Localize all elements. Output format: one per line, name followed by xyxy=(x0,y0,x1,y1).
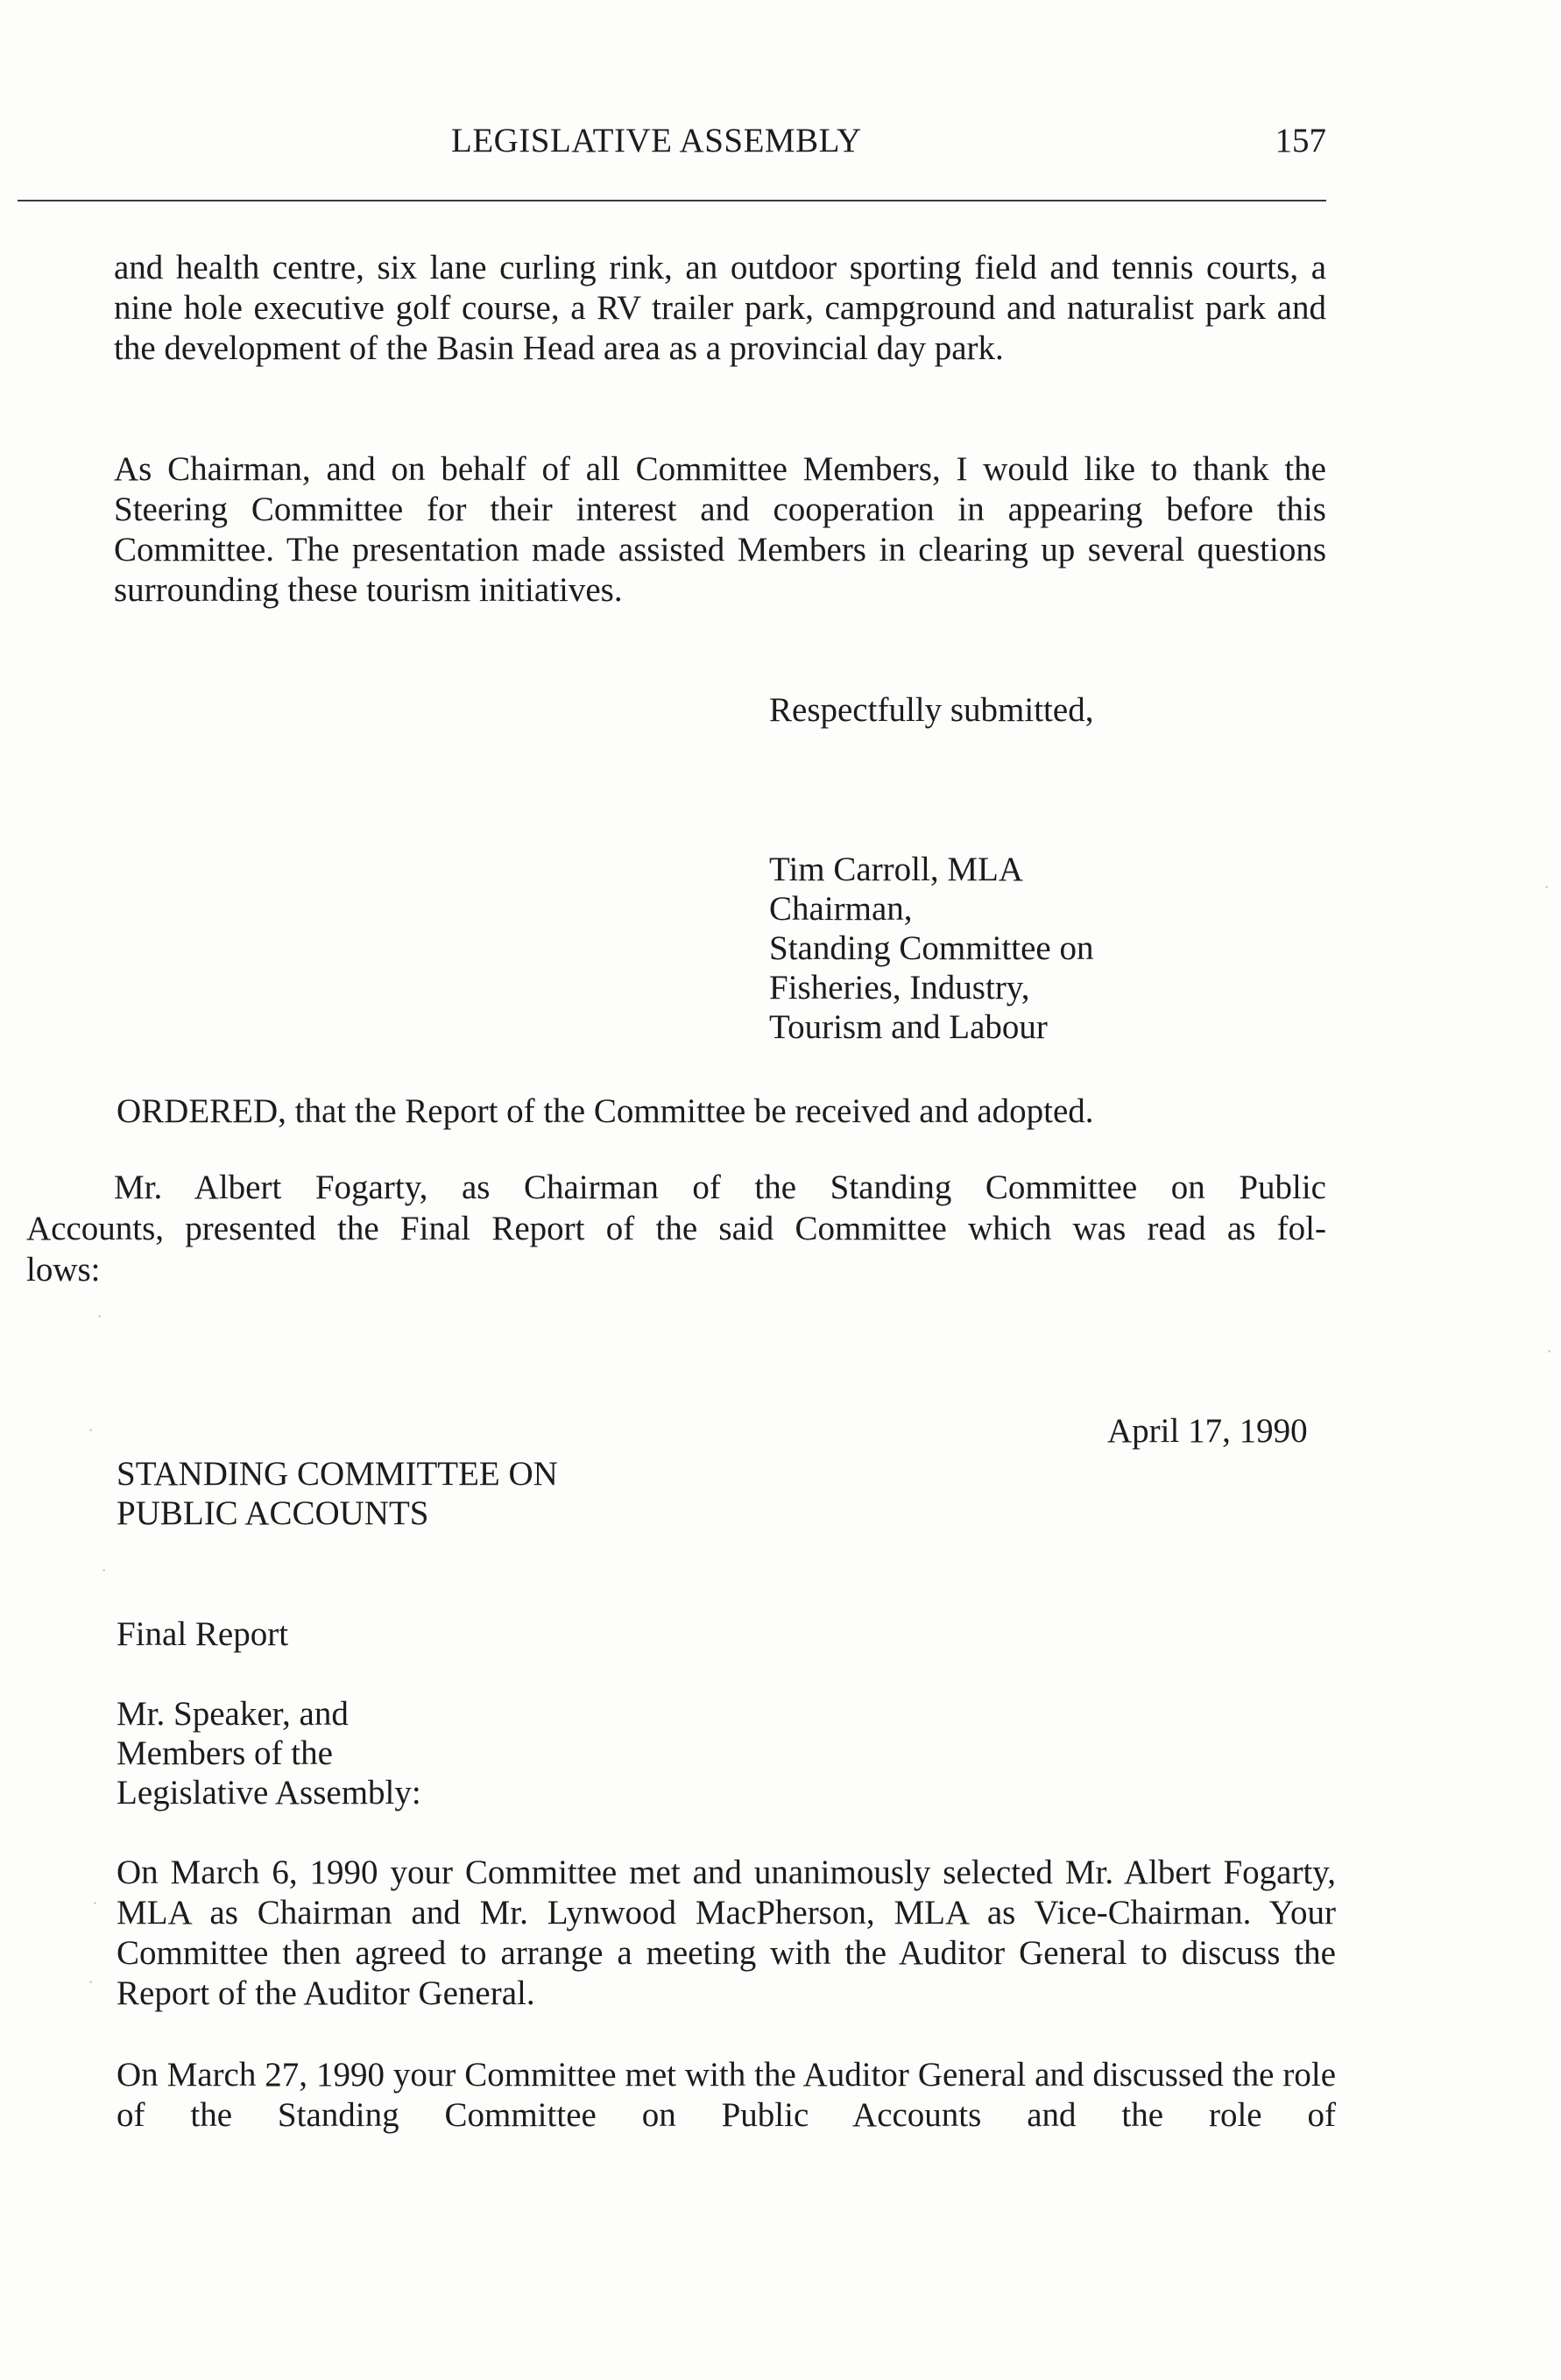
scan-artifact: · xyxy=(101,1559,108,1581)
page-number: 157 xyxy=(1275,122,1326,159)
header-title: LEGISLATIVE ASSEMBLY xyxy=(451,122,862,159)
report-paragraph-march27: On March 27, 1990 your Committee met with the Auditor General and discussed the role of the Standing Committee on Public Accounts and the role of xyxy=(117,2056,1336,2134)
paragraph-thanks: As Chairman, and on behalf of all Committee Members, I would like to thank the Steering Committee for their interest and cooperation in appearing before this Committee. The presentation made assisted Members in clearing up several questions surrounding these tourism initiatives. xyxy=(114,450,1326,609)
report-title: Final Report xyxy=(117,1615,289,1653)
intro-line-2: Accounts, presented the Final Report of the said Committee which was read as fol- xyxy=(26,1210,1326,1247)
ordered-line: ORDERED, that the Report of the Committee be received and adopted. xyxy=(117,1092,1094,1130)
scan-artifact: · xyxy=(1546,1340,1553,1362)
scan-artifact: · xyxy=(92,1892,99,1914)
report-committee-heading xyxy=(117,1454,558,1533)
signature-line: Tim Carroll, MLA xyxy=(769,851,1024,888)
salutation-line: Members of the xyxy=(117,1734,333,1772)
scan-artifact: · xyxy=(1543,876,1550,898)
salutation-line: Mr. Speaker, and xyxy=(117,1695,349,1733)
report-paragraph-march6: On March 6, 1990 your Committee met and unanimously selected Mr. Albert Fogarty, MLA as Chairman and Mr. Lynwood MacPherson, MLA as Vice-Chairman. Your Committee then agreed to arrange a meeting with the Auditor General to discuss the Report of the Auditor General. xyxy=(117,1854,1336,2012)
salutation-line: Legislative Assembly: xyxy=(117,1774,421,1811)
scan-artifact: · xyxy=(96,1305,103,1327)
committee-heading-line: STANDING COMMITTEE ON xyxy=(117,1455,558,1493)
intro-line-1: Mr. Albert Fogarty, as Chairman of the Standing Committee on Public xyxy=(114,1169,1326,1206)
signature-block xyxy=(769,850,1093,1047)
intro-line-3: lows: xyxy=(26,1251,101,1289)
committee-heading-line: PUBLIC ACCOUNTS xyxy=(117,1494,429,1532)
signature-line: Fisheries, Industry, xyxy=(769,969,1030,1006)
scan-artifact: · xyxy=(88,1971,95,1993)
closing-line: Respectfully submitted, xyxy=(769,691,1094,729)
report-date: April 17, 1990 xyxy=(1107,1412,1308,1450)
scan-artifact: · xyxy=(88,1419,95,1441)
running-header xyxy=(18,121,1326,201)
signature-line: Chairman, xyxy=(769,890,913,928)
salutation-block xyxy=(117,1694,421,1812)
paragraph-facilities: and health centre, six lane curling rink, an outdoor sporting field and tennis courts, a nine hole executive golf course, a RV trailer park, campground and naturalist park and the development of the Basin Head area as a provincial day park. xyxy=(114,249,1326,367)
signature-line: Standing Committee on xyxy=(769,929,1094,967)
signature-line: Tourism and Labour xyxy=(769,1008,1048,1046)
